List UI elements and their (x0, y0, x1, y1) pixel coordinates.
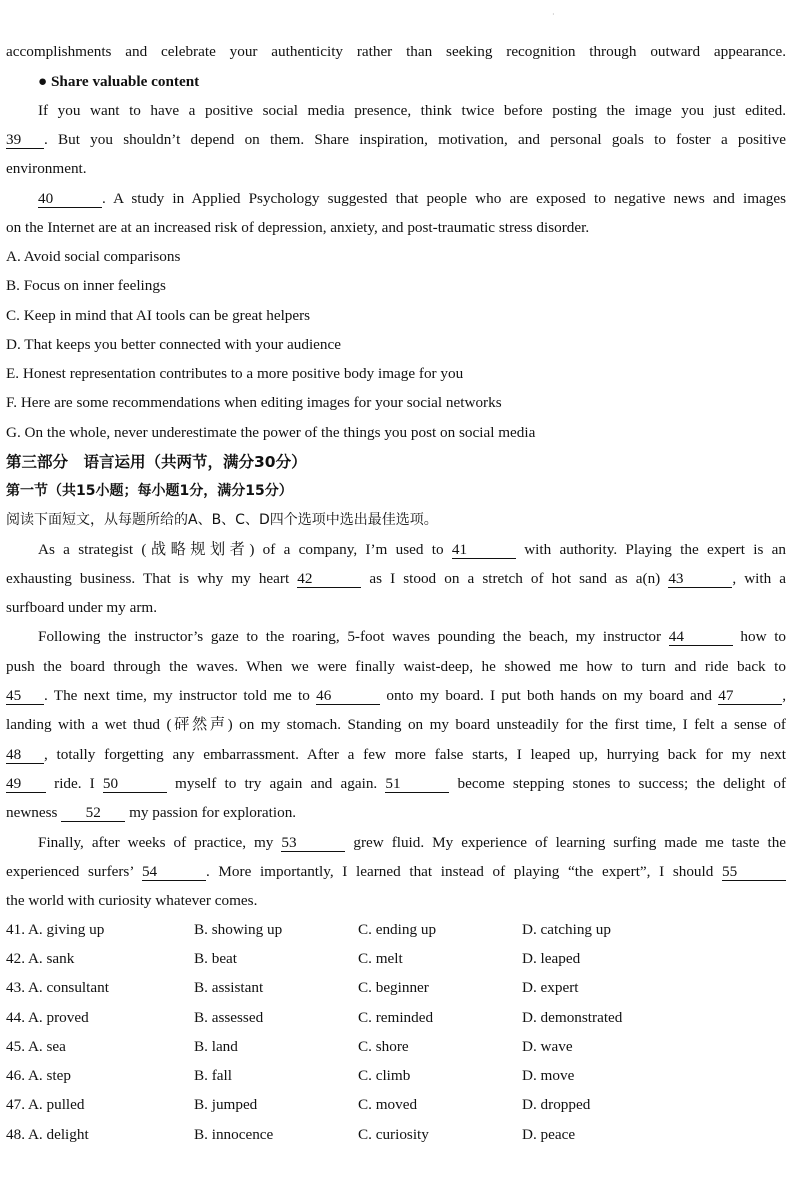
q45-option-a[interactable]: 45. A. sea (6, 1038, 66, 1055)
cloze-para2-line4: landing with a wet thud (砰然声) on my stomach. Standing on my board unsteadily for the first time, I felt a sense of (6, 716, 786, 733)
q48-option-b[interactable]: B. innocence (194, 1126, 274, 1143)
option-a: A. Avoid social comparisons (6, 248, 181, 265)
section3-title: 第三部分 语言运用（共两节，满分30分） (6, 453, 307, 471)
cloze-para2-line1: Following the instructor’s gaze to the roaring, 5-foot waves pounding the beach, my instructor 44 how to (38, 628, 787, 645)
para-share-line1: If you want to have a positive social media presence, think twice before posting the image you just edited. (38, 102, 786, 119)
cloze-para1-line3: surfboard under my arm. (6, 599, 157, 616)
blank-49[interactable]: 49 (6, 775, 46, 793)
option-f: F. Here are some recommendations when editing images for your social networks (6, 394, 502, 411)
q44-option-c[interactable]: C. reminded (358, 1009, 434, 1026)
cloze-para2-line6: 49 ride. I 50 myself to try again and again. 51 become stepping stones to success; the delight of (6, 775, 787, 792)
q41-option-a[interactable]: 41. A. giving up (6, 921, 105, 938)
blank-52[interactable]: 52 (61, 804, 125, 822)
q41-option-c[interactable]: C. ending up (358, 921, 437, 938)
option-b: B. Focus on inner feelings (6, 277, 166, 294)
q44-option-a[interactable]: 44. A. proved (6, 1009, 89, 1026)
blank-50[interactable]: 50 (103, 775, 167, 793)
blank-44[interactable]: 44 (669, 628, 733, 646)
cloze-para3-line1: Finally, after weeks of practice, my 53 grew fluid. My experience of learning surfing made me taste the (38, 834, 787, 851)
q43-option-c[interactable]: C. beginner (358, 979, 429, 996)
q43-option-d[interactable]: D. expert (522, 979, 579, 996)
section1-title: 第一节（共15小题；每小题1分，满分15分） (6, 483, 293, 499)
blank-46[interactable]: 46 (316, 687, 380, 705)
q45-option-b[interactable]: B. land (194, 1038, 238, 1055)
cloze-para2-line7: newness 52 my passion for exploration. (6, 804, 297, 821)
blank-55[interactable]: 55 (722, 863, 786, 881)
cloze-para3-line2: experienced surfers’ 54 . More importantly, I learned that instead of playing “the expert”, I should 55 (6, 862, 786, 882)
blank-39[interactable]: 39 (6, 131, 44, 149)
q42-option-b[interactable]: B. beat (194, 950, 238, 967)
q45-option-c[interactable]: C. shore (358, 1038, 409, 1055)
q48-option-c[interactable]: C. curiosity (358, 1126, 429, 1143)
q48-option-a[interactable]: 48. A. delight (6, 1126, 89, 1143)
blank-47[interactable]: 47 (718, 687, 782, 705)
q43-option-a[interactable]: 43. A. consultant (6, 979, 109, 996)
para-40-line2: on the Internet are at an increased risk of depression, anxiety, and post-traumatic stress disorder. (6, 219, 590, 236)
q45-option-d[interactable]: D. wave (522, 1038, 573, 1055)
cloze-para1-line1: As a strategist (战略规划者) of a company, I’m used to 41 with authority. Playing the expert is an (38, 541, 786, 558)
q47-option-c[interactable]: C. moved (358, 1096, 418, 1113)
option-d: D. That keeps you better connected with your audience (6, 336, 341, 353)
instructions: 阅读下面短文，从每题所给的A、B、C、D四个选项中选出最佳选项。 (6, 512, 438, 528)
q42-option-a[interactable]: 42. A. sank (6, 950, 75, 967)
q42-option-d[interactable]: D. leaped (522, 950, 581, 967)
blank-51[interactable]: 51 (385, 775, 449, 793)
q48-option-d[interactable]: D. peace (522, 1126, 576, 1143)
q46-option-c[interactable]: C. climb (358, 1067, 411, 1084)
q41-option-d[interactable]: D. catching up (522, 921, 611, 938)
cloze-para1-line2: exhausting business. That is why my heart 42 as I stood on a stretch of hot sand as a(n) 43 , with a (6, 570, 787, 587)
q43-option-b[interactable]: B. assistant (194, 979, 264, 996)
blank-43[interactable]: 43 (668, 570, 732, 588)
para-share-line3: environment. (6, 160, 87, 177)
para-40-line1: 40 . A study in Applied Psychology suggested that people who are exposed to negative news and images (38, 190, 786, 207)
q44-option-d[interactable]: D. demonstrated (522, 1009, 623, 1026)
cloze-para3-line3: the world with curiosity whatever comes. (6, 892, 258, 909)
cloze-para2-line2: push the board through the waves. When we were finally waist-deep, he showed me how to turn and ride back to (6, 658, 786, 675)
blank-48[interactable]: 48 (6, 746, 44, 764)
option-g: G. On the whole, never underestimate the power of the things you post on social media (6, 424, 536, 441)
continuation-line: accomplishments and celebrate your authenticity rather than seeking recognition through outward appearance. (6, 43, 786, 60)
blank-42[interactable]: 42 (297, 570, 361, 588)
share-content-heading: ● Share valuable content (38, 73, 200, 90)
q42-option-c[interactable]: C. melt (358, 950, 403, 967)
para-share-line2: 39 . But you shouldn’t depend on them. Share inspiration, motivation, and personal goals to foster a positive (6, 131, 786, 148)
q46-option-a[interactable]: 46. A. step (6, 1067, 71, 1084)
option-e: E. Honest representation contributes to a more positive body image for you (6, 365, 464, 382)
q47-option-a[interactable]: 47. A. pulled (6, 1096, 85, 1113)
cloze-para2-line5: 48 , totally forgetting any embarrassment. After a few more false starts, I leaped up, hurrying back for my next (6, 746, 786, 763)
decorative-dot: · (552, 10, 555, 19)
cloze-para2-line3: 45 . The next time, my instructor told me to 46 onto my board. I put both hands on my board and 47 , (6, 687, 787, 704)
blank-54[interactable]: 54 (142, 863, 206, 881)
option-c: C. Keep in mind that AI tools can be great helpers (6, 307, 311, 324)
blank-41[interactable]: 41 (452, 541, 516, 559)
q41-option-b[interactable]: B. showing up (194, 921, 283, 938)
q47-option-d[interactable]: D. dropped (522, 1096, 591, 1113)
blank-53[interactable]: 53 (281, 834, 345, 852)
blank-45[interactable]: 45 (6, 687, 44, 705)
q47-option-b[interactable]: B. jumped (194, 1096, 258, 1113)
blank-40[interactable]: 40 (38, 190, 102, 208)
q46-option-b[interactable]: B. fall (194, 1067, 232, 1084)
q44-option-b[interactable]: B. assessed (194, 1009, 264, 1026)
q46-option-d[interactable]: D. move (522, 1067, 575, 1084)
